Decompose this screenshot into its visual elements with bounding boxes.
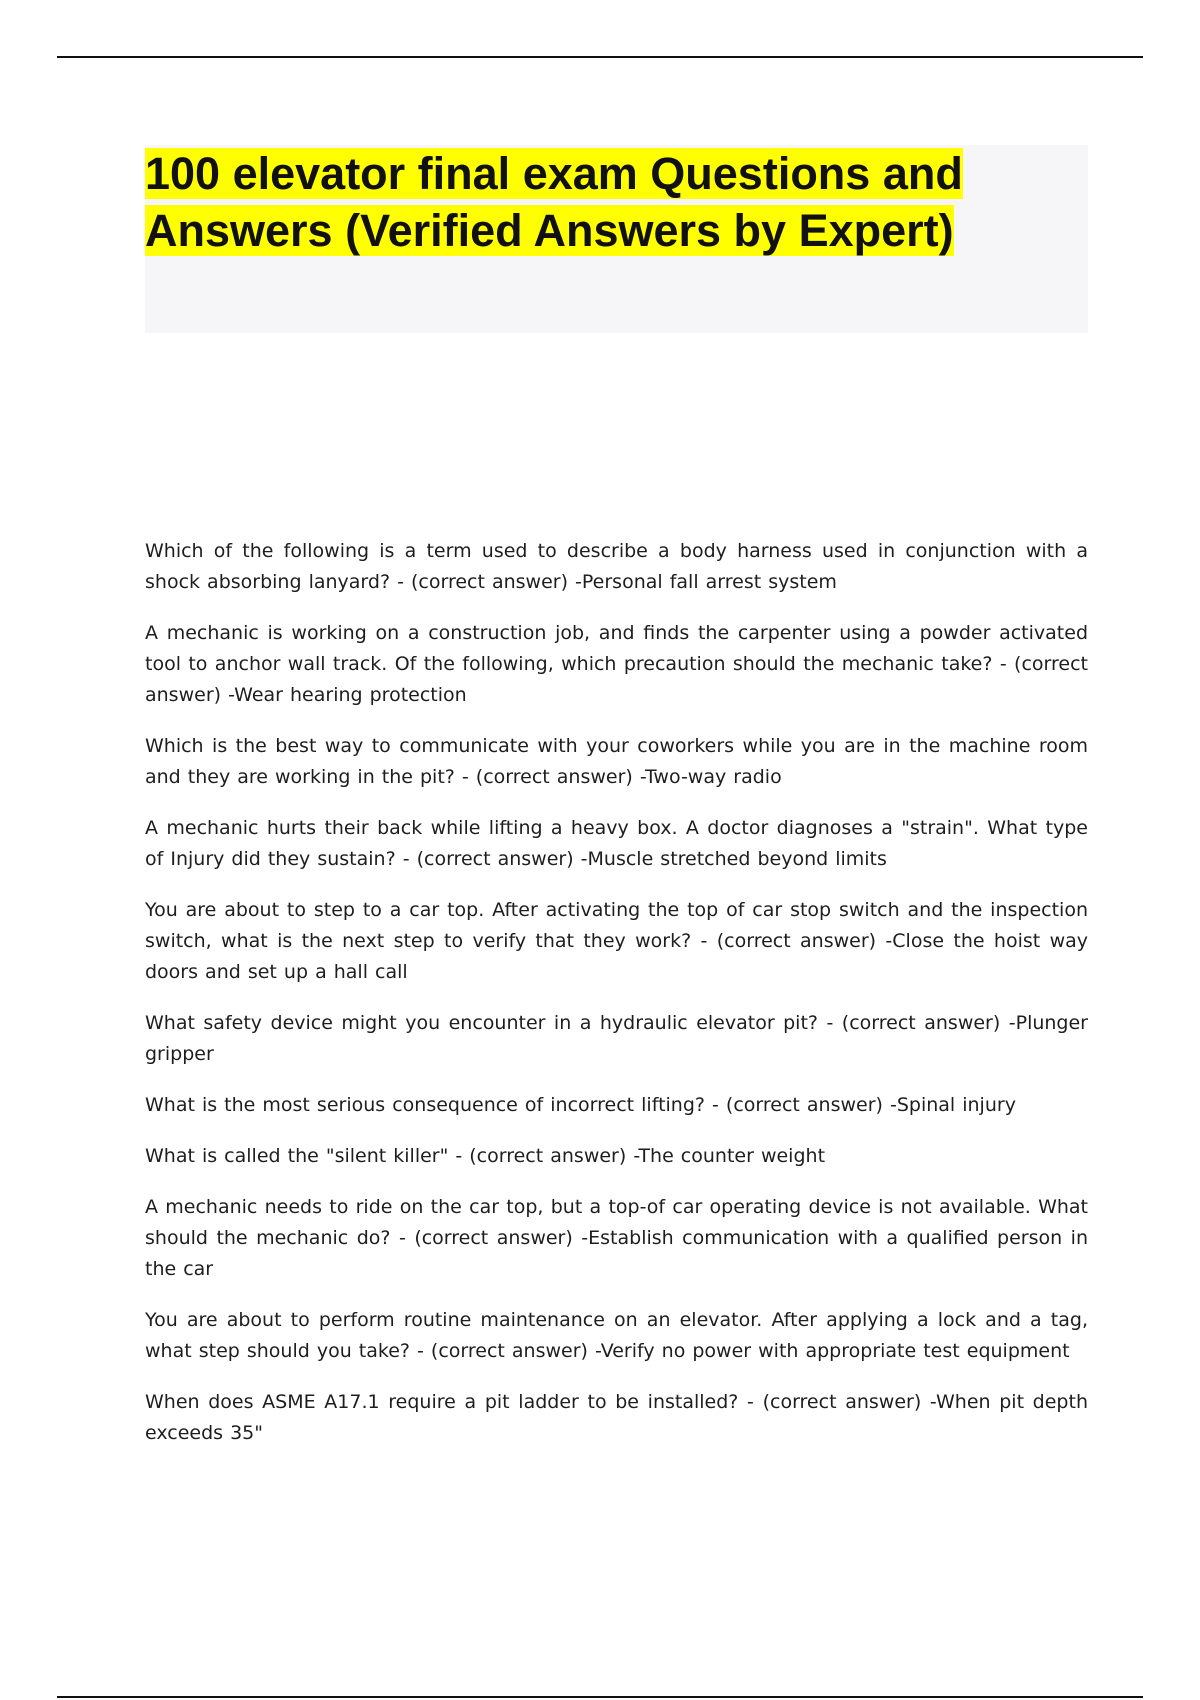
qa-item: What safety device might you encounter in a hydraulic elevator pit? - (correct answer) -Plunger gripper <box>145 1012 1088 1065</box>
title-line-2: Answers (Verified Answers by Expert) <box>145 205 954 256</box>
qa-item: A mechanic needs to ride on the car top, but a top-of car operating device is not available. What should the mechanic do? - (correct answer) -Establish communication with a qualified person in the car <box>145 1196 1088 1280</box>
title-block <box>145 145 1088 333</box>
qa-item: Which of the following is a term used to describe a body harness used in conjunction with a shock absorbing lanyard? - (correct answer) -Personal fall arrest system <box>145 540 1088 593</box>
qa-list <box>145 536 1088 1469</box>
qa-item: You are about to perform routine maintenance on an elevator. After applying a lock and a tag, what step should you take? - (correct answer) -Verify no power with appropriate test equipment <box>145 1309 1088 1362</box>
qa-item: A mechanic is working on a construction job, and finds the carpenter using a powder activated tool to anchor wall track. Of the following, which precaution should the mechanic take? - (correct answer) -Wear hearing protection <box>145 622 1088 706</box>
qa-item: When does ASME A17.1 require a pit ladder to be installed? - (correct answer) -When pit depth exceeds 35" <box>145 1391 1088 1444</box>
qa-item: What is the most serious consequence of incorrect lifting? - (correct answer) -Spinal injury <box>145 1094 1016 1116</box>
qa-item: What is called the "silent killer" - (correct answer) -The counter weight <box>145 1145 826 1167</box>
header-rule <box>57 56 1143 58</box>
footer-rule <box>57 1696 1143 1698</box>
qa-item: A mechanic hurts their back while lifting a heavy box. A doctor diagnoses a "strain". What type of Injury did they sustain? - (correct answer) -Muscle stretched beyond limits <box>145 817 1088 870</box>
document-title <box>145 145 1088 259</box>
qa-item: You are about to step to a car top. After activating the top of car stop switch and the inspection switch, what is the next step to verify that they work? - (correct answer) -Close the hoist way doors and set up a hall call <box>145 899 1088 983</box>
title-line-1: 100 elevator final exam Questions and <box>145 148 963 199</box>
qa-item: Which is the best way to communicate with your coworkers while you are in the machine room and they are working in the pit? - (correct answer) -Two-way radio <box>145 735 1088 788</box>
